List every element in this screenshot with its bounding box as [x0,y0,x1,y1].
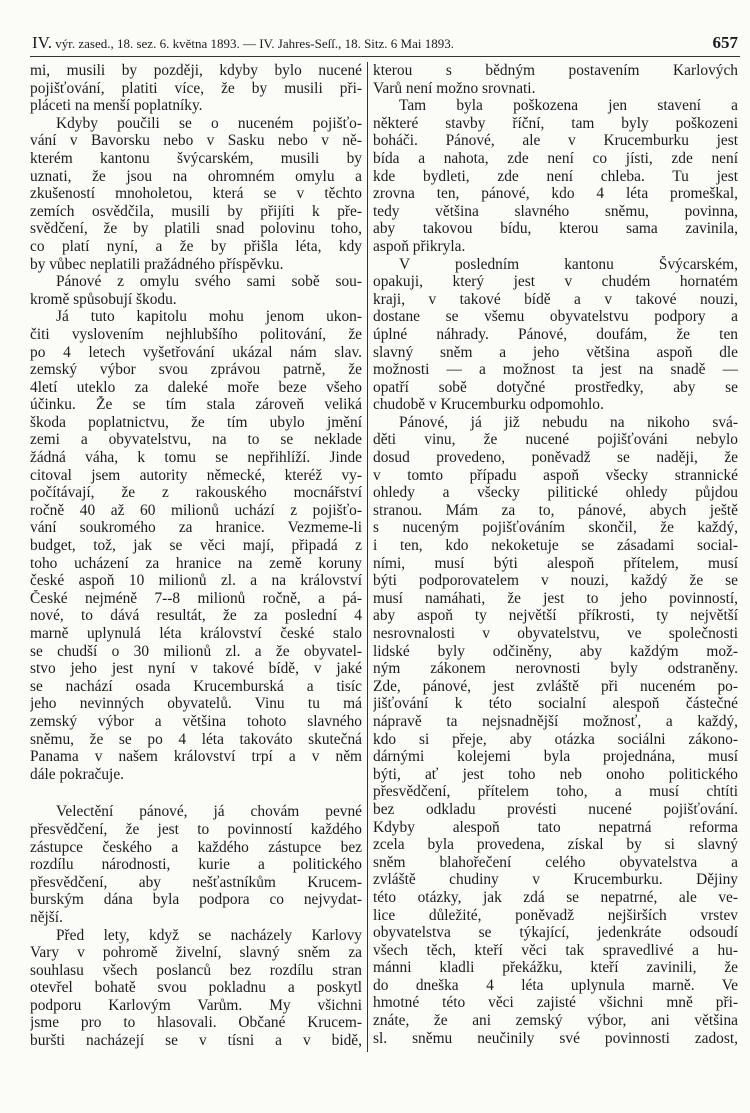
text-line: Před lety, když se nacházely Karlovy [56,926,362,944]
paragraph [30,803,362,926]
text-line: české aspoň 10 milionů zl. a na království [30,572,362,590]
text-line: i ten, kdo nekoketuje se zásadami social- [373,537,738,555]
text-line: Varů není možno srovnati. [373,79,536,97]
text-line: opatří sobě dotyčné prostředky, aby se [373,378,738,396]
right-column [373,62,738,1047]
text-line: kterém kantonu švýcarském, musili by [30,149,362,167]
header-volume: IV. [32,33,52,52]
text-line: stranou. Mám za to, pánové, abych ještě [373,501,738,519]
text-line: slavný sněm a jeho většina aspoň dle [373,343,738,361]
text-line: škoda poplatnictvu, že tím ubylo jmění [30,413,362,431]
text-line: dosud provedeno, poněvadž se naději, že [373,449,738,467]
text-line: ročně 40 až 60 milionů uchází z pojišťo- [30,501,362,519]
text-line: aby aspoň ty největší příkrosti, ty největší [373,607,738,625]
text-line: Pánové, já již nebudu na nikoho svá- [399,413,738,431]
text-line: sněm blahořečení celého obyvatelstva a [373,853,738,871]
paragraph [373,414,738,1047]
text-line: ným zákonem nerovnosti byly odstraněny. [373,660,738,678]
text-line: počítávají, že z rakouského mocnářství [30,484,362,502]
text-line: zkušeností mnoholetou, která se v těchto [30,185,362,203]
text-line: České nejméně 7--8 milionů ročně, a pá- [30,589,362,607]
left-column [30,62,362,1050]
header-rule [30,56,740,57]
text-line: hmotné této věci zajisté všichni mně při- [373,994,738,1012]
text-line: sněmu, že se po 4 léta takováto skutečná [30,730,362,748]
text-line: kterou s bědným postavením Karlových [373,62,738,79]
text-line: přesvědčení, že jest to povinností každého [30,820,362,838]
text-line: ohledy a všecky pilitické ohledy půjdou [373,484,738,502]
text-line: býti podporovatelem v nouzi, každý že se [373,572,738,590]
header-session-text: výr. zased., 18. sez. 6. května 1893. — IV. Jahres-Seſſ., 18. Sitz. 6 Mai 1893. [52,36,454,51]
text-line: aspoň přikryla. [373,237,466,255]
text-line: býti, ať jest toho neb onoho politického [373,765,738,783]
text-line: stvo jeho jest nyní v takové bídě, v jaké [30,660,362,678]
paragraph [373,97,738,255]
page-number: 657 [712,33,738,52]
text-line: Já tuto kapitolu mohu jenom ukon- [56,308,362,326]
text-line: budget, tož, jak se věci mají, připadá z [30,537,362,555]
text-line: jeho nevinných obyvatelů. Vinu tu má [30,695,362,713]
text-line: nápravě ta nejsnadnější možnosť, a každý, [373,712,738,730]
text-line: jišťování k této socialní alespoň částečné [373,695,738,713]
text-line: možnosti — a možnost ta jest na snadě — [373,361,738,379]
text-line: pláceti na menší poplatníky. [30,97,203,115]
text-line: Velectění pánové, já chovám pevné [56,803,362,821]
text-line: zvláště chudiny v Krucemburku. Dějiny [373,871,738,889]
paragraph [30,308,362,783]
text-line: zástupce českého a každého zástupce bez [30,838,362,856]
text-line: zemský výbor a většina tohoto slavného [30,712,362,730]
text-line: čiti vyslovením nejhlubšího politování, že [30,325,362,343]
text-line: chudobě v Krucemburku odpomohlo. [373,396,604,414]
text-line: Tam byla poškozena jen stavení a [399,97,738,115]
text-line: lice důležité, poněvadž nejširších vrstev [373,906,738,924]
text-line: dárnými kolejemi byla projednána, musí [373,748,738,766]
paragraph [30,62,362,115]
text-line: přesvědčení, přítelem toho, a musí chtíti [373,783,738,801]
text-line: zrovna ten, pánové, kdo 4 léta promeškal, [373,185,738,203]
text-line: kdo si přeje, aby otázka sociálni zákono- [373,730,738,748]
text-line: podporu Karlovým Varům. My všichni [30,996,362,1014]
text-line: znáte, že ani zemský výbor, ani většina [373,1012,738,1030]
text-line: Pánové z omylu svého sami sobě sou- [56,273,362,291]
text-line: zemích osvědčila, musili by přijíti k pře- [30,202,362,220]
text-line: Kdyby poučili se o nuceném pojišťo- [56,114,362,132]
text-line: svědčení, že by platili snad polovinu toho, [30,220,362,238]
text-line: účinku. Že se tím stala zároveň veliká [30,396,362,414]
text-line: přesvědčení, aby nešťastníkům Krucem- [30,873,362,891]
paragraph [373,62,738,97]
text-line: lidské byly odčiněny, aby každým mož- [373,642,738,660]
text-line: Zde, pánové, jest zvláště při nuceném po- [373,677,738,695]
text-line: citoval jsem autority německé, kteréž vy- [30,466,362,484]
text-line: do dneška 4 léta uplynula marně. Ve [373,976,738,994]
text-line: této otázky, jak zdá se nepatrné, ale ve- [373,888,738,906]
text-line: zcela byla provedena, získal by si slavný [373,836,738,854]
text-line: vání soukromého za hranice. Vezmeme-li [30,519,362,537]
text-line: nové, to dává resultát, že za poslední 4 [30,607,362,625]
text-line: tedy většina slavného sněmu, povinna, [373,202,738,220]
text-line: mi, musili by později, kdyby bylo nucené [30,62,362,79]
text-line: některé stavby říční, tam byly poškozeni [373,114,738,132]
paragraph [30,115,362,273]
text-line: musí namáhati, že jest to jeho povinností, [373,589,738,607]
text-line: pojišťování, platiti více, že by musili při- [30,79,362,97]
text-line: dále pokračuje. [30,765,125,783]
text-line: děti vinu, že nucené pojišťováni nebylo [373,431,738,449]
text-line: vání v Bavorsku nebo v Sasku nebo v ně- [30,132,362,150]
header-session-info [32,33,454,53]
text-line: nesrovnalosti v obyvatelstvu, ve společnosti [373,625,738,642]
text-line: 4letí uteklo za daleké moře beze všeho [30,378,362,396]
text-line: uznati, že jsou na ohromném omylu a [30,167,362,185]
column-divider [367,62,368,1052]
text-line: sl. sněmu neučinily své povinnosti zadost, [373,1029,738,1047]
text-line: Vary v pohromě živelní, slavný sněm za [30,944,362,962]
paragraph [30,273,362,308]
text-line: se nachází osada Krucemburská a tisíc [30,677,362,695]
text-line: zemi a obyvatelstvu, na to se neklade [30,431,362,449]
text-line: všech těch, kteří věci tak spravedlivé a hu- [373,941,738,959]
text-line: otevřel bohatě svou pokladnu a poskytl [30,979,362,997]
text-line: úplné náhrady. Pánové, doufám, že ten [373,325,738,343]
text-line: toho ucházení za hranice na země koruny [30,554,362,572]
text-line: s nuceným pojišťováním skončil, že každý, [373,519,738,537]
text-line: rozdílu národnosti, kurie a politického [30,856,362,874]
paragraph [373,256,738,414]
text-line: co platí nyní, a že by přišla léta, kdy [30,237,362,255]
text-line: jsme pro to hlasovali. Občané Krucem- [30,1014,362,1032]
text-line: mánni kladli překážku, kteří zavinili, že [373,959,738,977]
text-line: bez odkladu provésti nucené pojišťování. [373,800,738,818]
text-line: v tomto případu aspoň všecky strannické [373,466,738,484]
text-line: kraji, v takové bídě a v takové nouzi, [373,290,738,308]
text-line: kromě spůsobují škodu. [30,290,177,308]
text-line: buršti nacházejí se v tísni a v bidě, [30,1032,362,1050]
text-line: boháči. Pánové, ale v Krucemburku jest [373,132,738,150]
text-line: Kdyby alespoň tato nepatrná reforma [373,818,738,836]
text-line: žádná váha, k tomu se nepřihlíží. Jinde [30,449,362,467]
text-line: souhlasu všech poslanců bez rozdílu stran [30,961,362,979]
text-line: dostane se všemu obyvatelstvu podpory a [373,308,738,326]
text-line: kde bydleti, zde není chleba. Tu jest [373,167,738,185]
text-line: bída a nahota, zde není co jísti, zde není [373,149,738,167]
text-line: po 4 letech vyšetřování ukázal nám slav. [30,343,362,361]
text-line: se chudší o 30 milionů zl. a že obyvatel- [30,642,362,660]
text-line: nější. [30,908,63,926]
text-line: zemský výbor svou zprávou patrně, že [30,361,362,379]
text-line: opakuji, který jest v chudém hornatém [373,273,738,291]
text-line: V posledním kantonu Švýcarském, [399,255,738,273]
paragraph [30,927,362,1050]
text-line: marně uplynulá léta království české stalo [30,625,362,642]
text-line: ními, musí býti alespoň přítelem, musí [373,554,738,572]
text-line: burským dána byla podpora co nejvydat- [30,891,362,909]
text-line: Panama v našem království trpí a v něm [30,748,362,766]
running-header [32,33,738,53]
text-line: aby takovou bídu, kterou sama zavinila, [373,220,738,238]
text-line: obyvatelstva se týkající, jedenkráte odsoudí [373,924,738,942]
text-line: by vůbec neplatili pražádného příspěvku. [30,255,284,273]
